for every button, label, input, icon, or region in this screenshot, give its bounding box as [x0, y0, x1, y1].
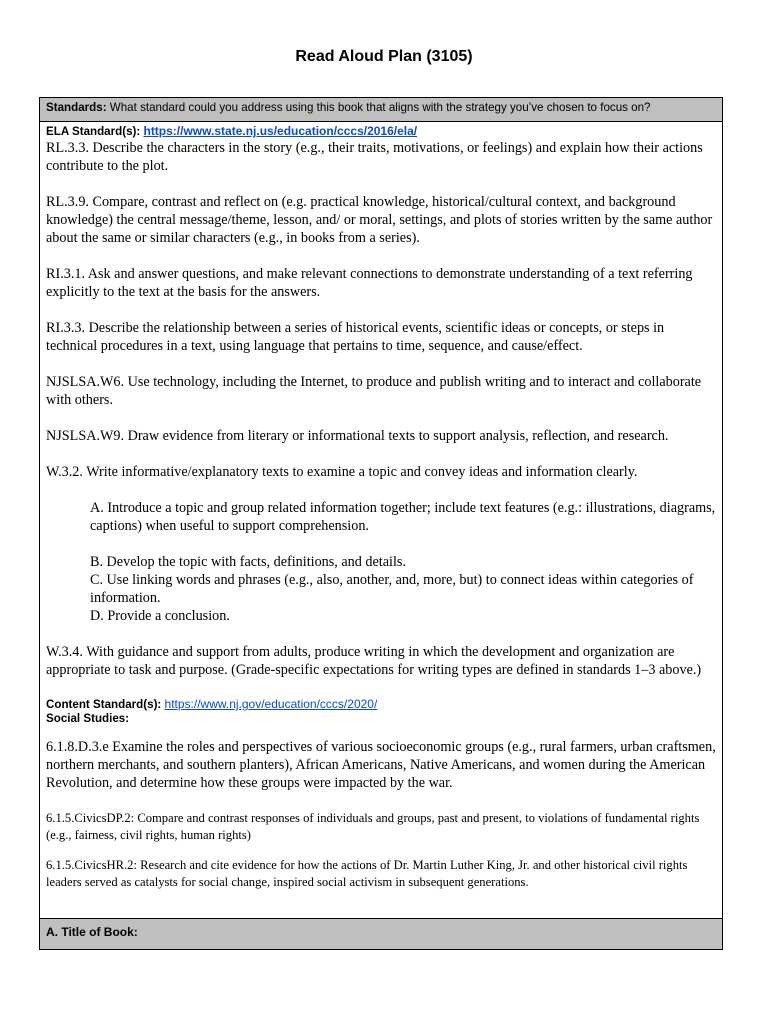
book-title-row	[40, 919, 722, 949]
standard-ri-3-3: RI.3.3. Describe the relationship between a series of historical events, scientific ideas or concepts, or steps in technical procedures in a text, using language that pertains to time, sequence, and cause/effect.	[46, 320, 665, 354]
content-standards-link[interactable]: https://www.nj.gov/education/cccs/2020/	[164, 697, 378, 711]
standard-rl-3-3: RL.3.3. Describe the characters in the story (e.g., their traits, motivations, or feelings) and explain how their actions contribute to the plot.	[46, 140, 703, 174]
standard-civics-dp-2: 6.1.5.CivicsDP.2: Compare and contrast responses of individuals and groups, past and present, to violations of fundamental rights (e.g., fairness, civil rights, human rights)	[46, 811, 700, 842]
standards-body	[40, 122, 722, 919]
standard-6-1-8-d-3-e: 6.1.8.D.3.e Examine the roles and perspectives of various socioeconomic groups (e.g., rural farmers, urban craftsmen, northern merchants, and southern planters), African Americans, Native Americans, and women during the American Revolution, and determine how these groups were impacted by the war.	[46, 739, 716, 791]
standards-label: Standards:	[46, 101, 107, 114]
standard-njslsa-w9: NJSLSA.W9. Draw evidence from literary or informational texts to support analysis, reflection, and research.	[46, 428, 669, 444]
ela-standards-link[interactable]: https://www.state.nj.us/education/cccs/2016/ela/	[143, 124, 418, 138]
standards-table	[39, 97, 723, 950]
ela-standards-line	[46, 124, 716, 139]
standard-w-3-2-b: B. Develop the topic with facts, definitions, and details.	[90, 554, 406, 570]
standard-rl-3-9: RL.3.9. Compare, contrast and reflect on (e.g. practical knowledge, historical/cultural context, and background knowledge) the central message/theme, lesson, and/ or moral, settings, and plots of stories written by the same author about the same or similar characters (e.g., in books from a series).	[46, 194, 713, 246]
standard-w-3-2: W.3.2. Write informative/explanatory texts to examine a topic and convey ideas and information clearly.	[46, 464, 638, 480]
content-standards-label: Content Standard(s):	[46, 698, 165, 711]
social-studies-label: Social Studies:	[46, 712, 130, 725]
standard-w-3-2-c: C. Use linking words and phrases (e.g., also, another, and, more, but) to connect ideas within categories of information.	[90, 572, 694, 606]
book-title-label: A. Title of Book:	[46, 925, 138, 939]
standard-w-3-2-d: D. Provide a conclusion.	[90, 608, 230, 624]
standards-header	[40, 98, 722, 122]
ela-standards-label: ELA Standard(s):	[46, 125, 144, 138]
standard-w-3-4: W.3.4. With guidance and support from adults, produce writing in which the development and organization are appropriate to task and purpose. (Grade-specific expectations for writing types are defined in standards 1–3 above.)	[46, 644, 702, 678]
standard-civics-hr-2: 6.1.5.CivicsHR.2: Research and cite evidence for how the actions of Dr. Martin Luther King, Jr. and other historical civil rights leaders served as catalysts for social change, inspired social activism in subsequent generations.	[46, 858, 688, 889]
standard-w-3-2-a: A. Introduce a topic and group related information together; include text features (e.g.: illustrations, diagrams, captions) when useful to support comprehension.	[90, 500, 716, 534]
standards-question: What standard could you address using this book that aligns with the strategy you’ve chosen to focus on?	[106, 101, 651, 114]
spacer	[46, 726, 716, 738]
page-title: Read Aloud Plan (3105)	[295, 48, 473, 65]
standard-njslsa-w6: NJSLSA.W6. Use technology, including the Internet, to produce and publish writing and to interact and collaborate with others.	[46, 374, 702, 408]
standard-ri-3-1: RI.3.1. Ask and answer questions, and make relevant connections to demonstrate understanding of a text referring explicitly to the text at the basis for the answers.	[46, 266, 693, 300]
content-standards-line	[46, 697, 716, 712]
